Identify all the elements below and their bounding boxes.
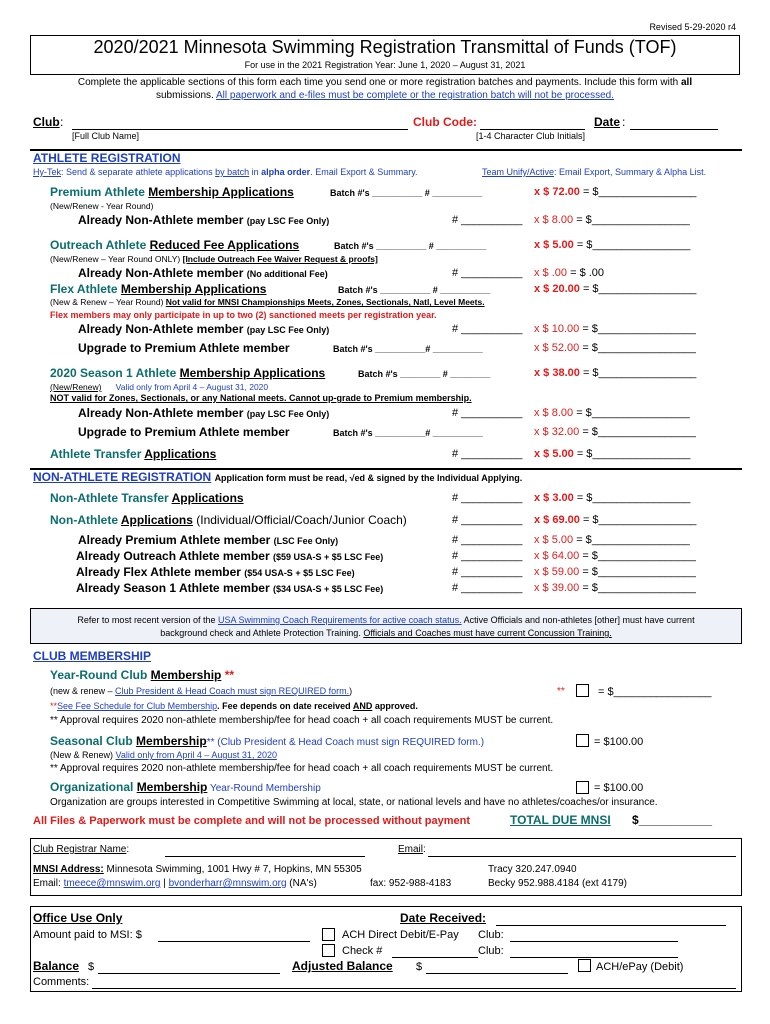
club-code-hint: [1-4 Character Club Initials] bbox=[476, 131, 586, 141]
flex-batch: Batch #'s __________ # __________ bbox=[338, 285, 491, 295]
nonathlete-heading: NON-ATHLETE REGISTRATION Application form must be read, √ed & signed by the Individual Applying. bbox=[33, 470, 523, 484]
club-label: Club bbox=[33, 115, 60, 129]
comments-field[interactable] bbox=[92, 988, 736, 989]
season-upgrade-batch: Batch #'s __________# __________ bbox=[333, 428, 483, 438]
email-link-1[interactable]: tmeece@mnswim.org bbox=[63, 878, 161, 889]
nonathlete-apps-fee: x $ 69.00 = $________________ bbox=[534, 514, 697, 526]
premium-batch: Batch #'s __________ # __________ bbox=[330, 188, 483, 198]
approval-note: ** Approval requires 2020 non-athlete membership/fee for head coach + all coach requirements MUST be current. bbox=[50, 715, 554, 726]
payment-warning: All Files & Paperwork must be complete and will not be processed without payment bbox=[33, 815, 471, 827]
nonathlete-apps-label: Non-Athlete Applications (Individual/Official/Coach/Junior Coach) bbox=[50, 513, 407, 527]
ach-club-label: Club: bbox=[478, 929, 504, 941]
outreach-fee: x $ 5.00 = $________________ bbox=[534, 239, 691, 251]
adjusted-balance-field[interactable] bbox=[426, 973, 568, 974]
outreach-already-nonathlete: Already Non-Athlete member (No additional Fee) bbox=[78, 266, 328, 280]
ach-epay-checkbox[interactable] bbox=[578, 959, 591, 972]
season-notvalid: NOT valid for Zones, Sectionals, or any National meets. Cannot up-grade to Premium membership. bbox=[50, 393, 472, 403]
na-already-flex: Already Flex Athlete member ($54 USA-S + $5 LSC Fee) bbox=[76, 565, 355, 579]
flex-upgrade-fee: x $ 52.00 = $________________ bbox=[534, 342, 696, 354]
seasonal-checkbox[interactable] bbox=[576, 734, 589, 747]
flex-athlete-label: Flex Athlete Membership Applications bbox=[50, 282, 267, 296]
amount-paid-field[interactable] bbox=[158, 941, 310, 942]
season-athlete-label: 2020 Season 1 Athlete Membership Applications bbox=[50, 366, 326, 380]
year-round-sub: (new & renew – Club President & Head Coach must sign REQUIRED form.) bbox=[50, 686, 353, 696]
nonathlete-transfer-label: Non-Athlete Transfer Applications bbox=[50, 491, 244, 505]
amount-paid-label: Amount paid to MSI: $ bbox=[33, 929, 142, 941]
intro-line-2: submissions. All paperwork and e-files must be complete or the registration batch will not be processed. bbox=[155, 90, 614, 101]
premium-athlete-label: Premium Athlete Membership Applications bbox=[50, 185, 294, 199]
club-code-field[interactable] bbox=[480, 129, 585, 130]
na-already-outreach: Already Outreach Athlete member ($59 USA-S + $5 LSC Fee) bbox=[76, 549, 384, 563]
registrar-name-label: Club Registrar Name: bbox=[33, 844, 130, 855]
office-use-heading: Office Use Only bbox=[33, 911, 123, 925]
seasonal-fee: = $100.00 bbox=[594, 736, 644, 748]
season-batch: Batch #'s ________ # ________ bbox=[358, 369, 491, 379]
date-received-field[interactable] bbox=[496, 925, 726, 926]
year-round-checkbox[interactable] bbox=[576, 684, 589, 697]
hytek-note: Hy-Tek: Send & separate athlete applications by batch in alpha order. Email Export & Summary. bbox=[33, 167, 418, 177]
na-already-premium-fee: x $ 5.00 = $________________ bbox=[534, 534, 690, 546]
organizational-label: Organizational Membership Year-Round Membership bbox=[50, 780, 321, 794]
tracy-phone: Tracy 320.247.0940 bbox=[488, 864, 577, 875]
seasonal-club-label: Seasonal Club Membership** (Club President & Head Coach must sign REQUIRED form.) bbox=[50, 734, 485, 748]
total-due-field: $___________ bbox=[632, 813, 713, 827]
organizational-checkbox[interactable] bbox=[576, 781, 589, 794]
ach-direct-label: ACH Direct Debit/E-Pay bbox=[342, 929, 459, 941]
year-round-stars: ** bbox=[557, 686, 565, 697]
fee-schedule-note: **See Fee Schedule for Club Membership. Fee depends on date received AND approved. bbox=[50, 701, 418, 711]
premium-lsc-fee: x $ 8.00 = $________________ bbox=[534, 214, 690, 226]
mnsi-address: MNSI Address: Minnesota Swimming, 1001 Hwy # 7, Hopkins, MN 55305 bbox=[33, 864, 362, 875]
mnsi-emails: Email: tmeece@mnswim.org | bvonderharr@mnswim.org (NA's) bbox=[33, 878, 317, 889]
premium-lsc-count: # __________ bbox=[452, 214, 523, 226]
athlete-registration-heading: ATHLETE REGISTRATION bbox=[33, 151, 181, 165]
notice-line-1: Refer to most recent version of the USA Swimming Coach Requirements for active coach status. Active Officials and non-athletes [other] must have current bbox=[77, 615, 695, 625]
ach-direct-checkbox[interactable] bbox=[322, 928, 335, 941]
intro-line-1: Complete the applicable sections of this form each time you send one or more registration batches and payments. Include this form with all bbox=[77, 77, 693, 88]
na-already-season-fee: x $ 39.00 = $________________ bbox=[534, 582, 696, 594]
registrar-email-field[interactable] bbox=[428, 856, 736, 857]
athlete-transfer-label: Athlete Transfer Applications bbox=[50, 447, 217, 461]
organizational-desc: Organization are groups interested in Competitive Swimming at local, state, or national levels and have no athletes/coaches/or insurance. bbox=[50, 797, 658, 808]
date-label: Date bbox=[594, 115, 621, 129]
comments-label: Comments: bbox=[33, 976, 90, 988]
flex-limit-note: Flex members may only participate in up to two (2) sanctioned meets per registration year. bbox=[50, 310, 437, 320]
season-fee: x $ 38.00 = $________________ bbox=[534, 367, 697, 379]
flex-lsc-fee: x $ 10.00 = $________________ bbox=[534, 323, 696, 335]
club-name-hint: [Full Club Name] bbox=[72, 131, 140, 141]
flex-fee: x $ 20.00 = $________________ bbox=[534, 283, 697, 295]
premium-already-nonathlete: Already Non-Athlete member (pay LSC Fee Only) bbox=[78, 213, 330, 227]
flex-upgrade-batch: Batch #'s __________# __________ bbox=[333, 344, 483, 354]
season-upgrade-fee: x $ 32.00 = $________________ bbox=[534, 426, 696, 438]
nonathlete-transfer-fee: x $ 3.00 = $________________ bbox=[534, 492, 691, 504]
balance-field[interactable] bbox=[98, 973, 280, 974]
total-due-label: TOTAL DUE MNSI bbox=[510, 813, 611, 827]
check-label: Check # bbox=[342, 945, 383, 957]
ach-club-field[interactable] bbox=[510, 941, 678, 942]
flex-sub: (New & Renew – Year Round) Not valid for MNSI Championships Meets, Zones, Sectionals, Natl, Level Meets. bbox=[50, 297, 485, 307]
ach-epay-label: ACH/ePay (Debit) bbox=[596, 961, 684, 973]
check-checkbox[interactable] bbox=[322, 944, 335, 957]
check-club-label: Club: bbox=[478, 945, 504, 957]
year-round-club-label: Year-Round Club Membership ** bbox=[50, 668, 235, 682]
balance-label: Balance bbox=[33, 959, 80, 973]
fax-number: fax: 952-988-4183 bbox=[370, 878, 452, 889]
check-club-field[interactable] bbox=[510, 957, 678, 958]
team-unify-note: Team Unify/Active: Email Export, Summary & Alpha List. bbox=[482, 167, 707, 177]
registrar-name-field[interactable] bbox=[165, 856, 365, 857]
outreach-already-fee: x $ .00 = $ .00 bbox=[534, 267, 605, 279]
athlete-transfer-fee: x $ 5.00 = $________________ bbox=[534, 448, 691, 460]
flex-already-nonathlete: Already Non-Athlete member (pay LSC Fee Only) bbox=[78, 322, 330, 336]
premium-fee: x $ 72.00 = $________________ bbox=[534, 186, 697, 198]
becky-phone: Becky 952.988.4184 (ext 4179) bbox=[488, 878, 627, 889]
season-sub: (New/Renew) Valid only from April 4 – August 31, 2020 bbox=[50, 382, 269, 392]
club-membership-heading: CLUB MEMBERSHIP bbox=[33, 649, 152, 663]
page-title: 2020/2021 Minnesota Swimming Registration Transmittal of Funds (TOF) bbox=[93, 37, 677, 57]
flex-upgrade: Upgrade to Premium Athlete member bbox=[78, 341, 290, 355]
email-link-2[interactable]: bvonderharr@mnswim.org bbox=[168, 878, 287, 889]
date-received-label: Date Received: bbox=[400, 911, 487, 925]
date-field[interactable] bbox=[630, 129, 718, 130]
club-name-field[interactable] bbox=[72, 129, 408, 130]
na-already-season: Already Season 1 Athlete member ($34 USA-S + $5 LSC Fee) bbox=[76, 581, 384, 595]
coach-requirements-notice bbox=[30, 608, 742, 644]
office-use-box bbox=[30, 906, 742, 992]
organizational-fee: = $100.00 bbox=[594, 782, 644, 794]
club-code-label: Club Code: bbox=[413, 115, 477, 129]
revision-date: Revised 5-29-2020 r4 bbox=[649, 22, 736, 32]
na-already-outreach-fee: x $ 64.00 = $________________ bbox=[534, 550, 696, 562]
year-round-total: = $________________ bbox=[598, 686, 712, 698]
check-number-field[interactable] bbox=[392, 957, 478, 958]
adjusted-balance-label: Adjusted Balance bbox=[292, 959, 393, 973]
season-lsc-fee: x $ 8.00 = $________________ bbox=[534, 407, 690, 419]
outreach-sub: (New/Renew – Year Round ONLY) [Include Outreach Fee Waiver Request & proofs] bbox=[50, 254, 378, 264]
seasonal-approval-note: ** Approval requires 2020 non-athlete membership/fee for head coach + all coach requirements MUST be current. bbox=[50, 763, 554, 774]
season-already-nonathlete: Already Non-Athlete member (pay LSC Fee Only) bbox=[78, 406, 330, 420]
notice-line-2: background check and Athlete Protection Training. Officials and Coaches must have current Concussion Training. bbox=[160, 628, 612, 638]
outreach-athlete-label: Outreach Athlete Reduced Fee Applications bbox=[50, 238, 300, 252]
page-subtitle: For use in the 2021 Registration Year: June 1, 2020 – August 31, 2021 bbox=[244, 60, 526, 70]
na-already-premium: Already Premium Athlete member (LSC Fee Only) bbox=[78, 533, 339, 547]
season-upgrade: Upgrade to Premium Athlete member bbox=[78, 425, 290, 439]
registrar-email-label: Email: bbox=[398, 844, 426, 855]
na-already-flex-fee: x $ 59.00 = $________________ bbox=[534, 566, 696, 578]
outreach-batch: Batch #'s __________ # __________ bbox=[334, 241, 487, 251]
premium-sub: (New/Renew - Year Round) bbox=[50, 201, 154, 211]
seasonal-sub: (New & Renew) Valid only from April 4 – August 31, 2020 bbox=[50, 750, 277, 760]
